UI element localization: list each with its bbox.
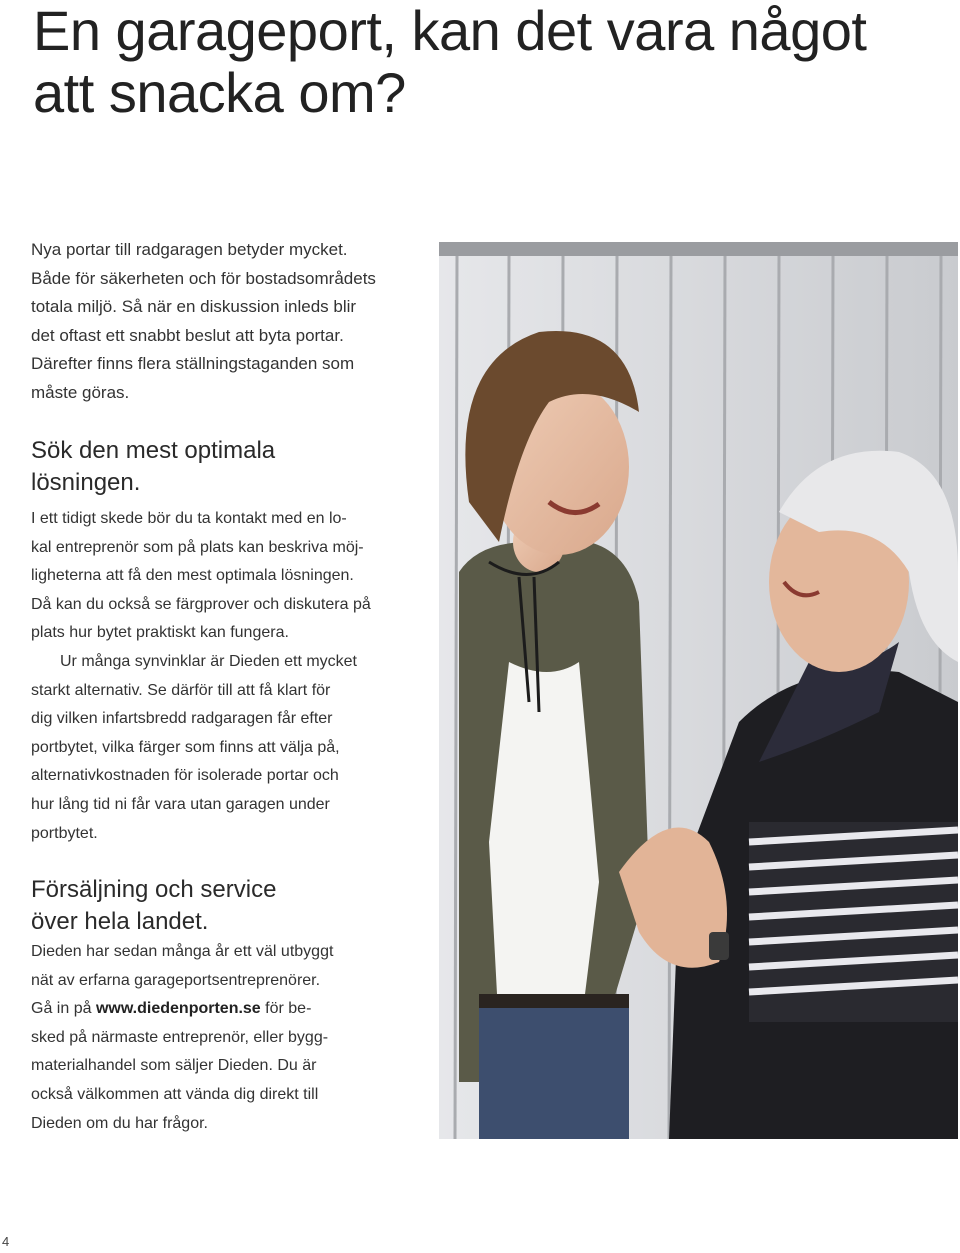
body-line: dig vilken infartsbredd radgaragen får efter (31, 710, 333, 728)
section-heading-sales-service (31, 874, 276, 938)
intro-line: Både för säkerheten och för bostadsområdets (31, 268, 376, 288)
body-line: starkt alternativ. Se därför till att få klart för (31, 681, 331, 699)
heading-line: Försäljning och service (31, 876, 277, 903)
intro-line: måste göras. (31, 382, 130, 402)
body-line: alternativkostnaden för isolerade portar och (31, 767, 339, 785)
body-line: plats hur bytet praktiskt kan fungera. (31, 624, 289, 642)
heading-line: lösningen. (31, 469, 141, 496)
intro-line: totala miljö. Så när en diskussion inleds blir (31, 297, 357, 316)
body-line: hur lång tid ni får vara utan garagen under (31, 795, 330, 813)
title-line-1: En garageport, kan det vara något (33, 0, 867, 62)
door-top-frame (439, 242, 958, 256)
belt (479, 994, 629, 1008)
white-top (489, 662, 599, 1042)
body-line: sked på närmaste entreprenör, eller bygg- (31, 1028, 329, 1046)
body-line: kal entreprenör som på plats kan beskriva möj- (31, 538, 364, 556)
body-line: också välkommen att vända dig direkt till (31, 1085, 319, 1103)
body-line: Dieden har sedan många år ett väl utbyggt (31, 943, 334, 960)
body-text: för be- (260, 1000, 312, 1018)
body-line: I ett tidigt skede bör du ta kontakt med en lo- (31, 510, 347, 527)
watch (709, 932, 729, 960)
page-number: 4 (2, 1234, 10, 1249)
body-line: nät av erfarna garageportsentreprenörer. (31, 971, 321, 989)
striped-sleeve (749, 822, 958, 1022)
photo-illustration (439, 242, 958, 1139)
intro-line: Därefter finns flera ställningstaganden som (31, 354, 355, 373)
page-title (33, 0, 933, 124)
body-line: Ur många synvinklar är Dieden ett mycket (60, 652, 357, 670)
jeans (479, 1002, 629, 1139)
section-body-sales-service (31, 938, 431, 1138)
intro-line: det oftast ett snabbt beslut att byta portar. (31, 325, 344, 345)
body-text: Gå in på (31, 1000, 96, 1018)
body-line: ligheterna att få den mest optimala lösningen. (31, 567, 354, 585)
body-line: portbytet. (31, 824, 98, 842)
body-line (31, 995, 431, 1024)
photo-two-women-talking (439, 242, 958, 1139)
body-line: materialhandel som säljer Dieden. Du är (31, 1057, 317, 1075)
website-link[interactable]: www.diedenporten.se (95, 1000, 261, 1018)
young-woman (459, 331, 649, 1139)
section-heading-optimal-solution (31, 435, 275, 499)
section-body-optimal-solution (31, 505, 431, 848)
heading-line: Sök den mest optimala (31, 437, 276, 464)
body-line: portbytet, vilka färger som finns att välja på, (31, 738, 340, 756)
heading-line: över hela landet. (31, 908, 209, 935)
intro-line: Nya portar till radgaragen betyder mycket. (31, 240, 348, 259)
body-line: Då kan du också se färgprover och diskutera på (31, 595, 371, 613)
title-line-2: att snacka om? (33, 61, 406, 124)
intro-paragraph (31, 236, 431, 407)
body-line: Dieden om du har frågor. (31, 1114, 208, 1132)
